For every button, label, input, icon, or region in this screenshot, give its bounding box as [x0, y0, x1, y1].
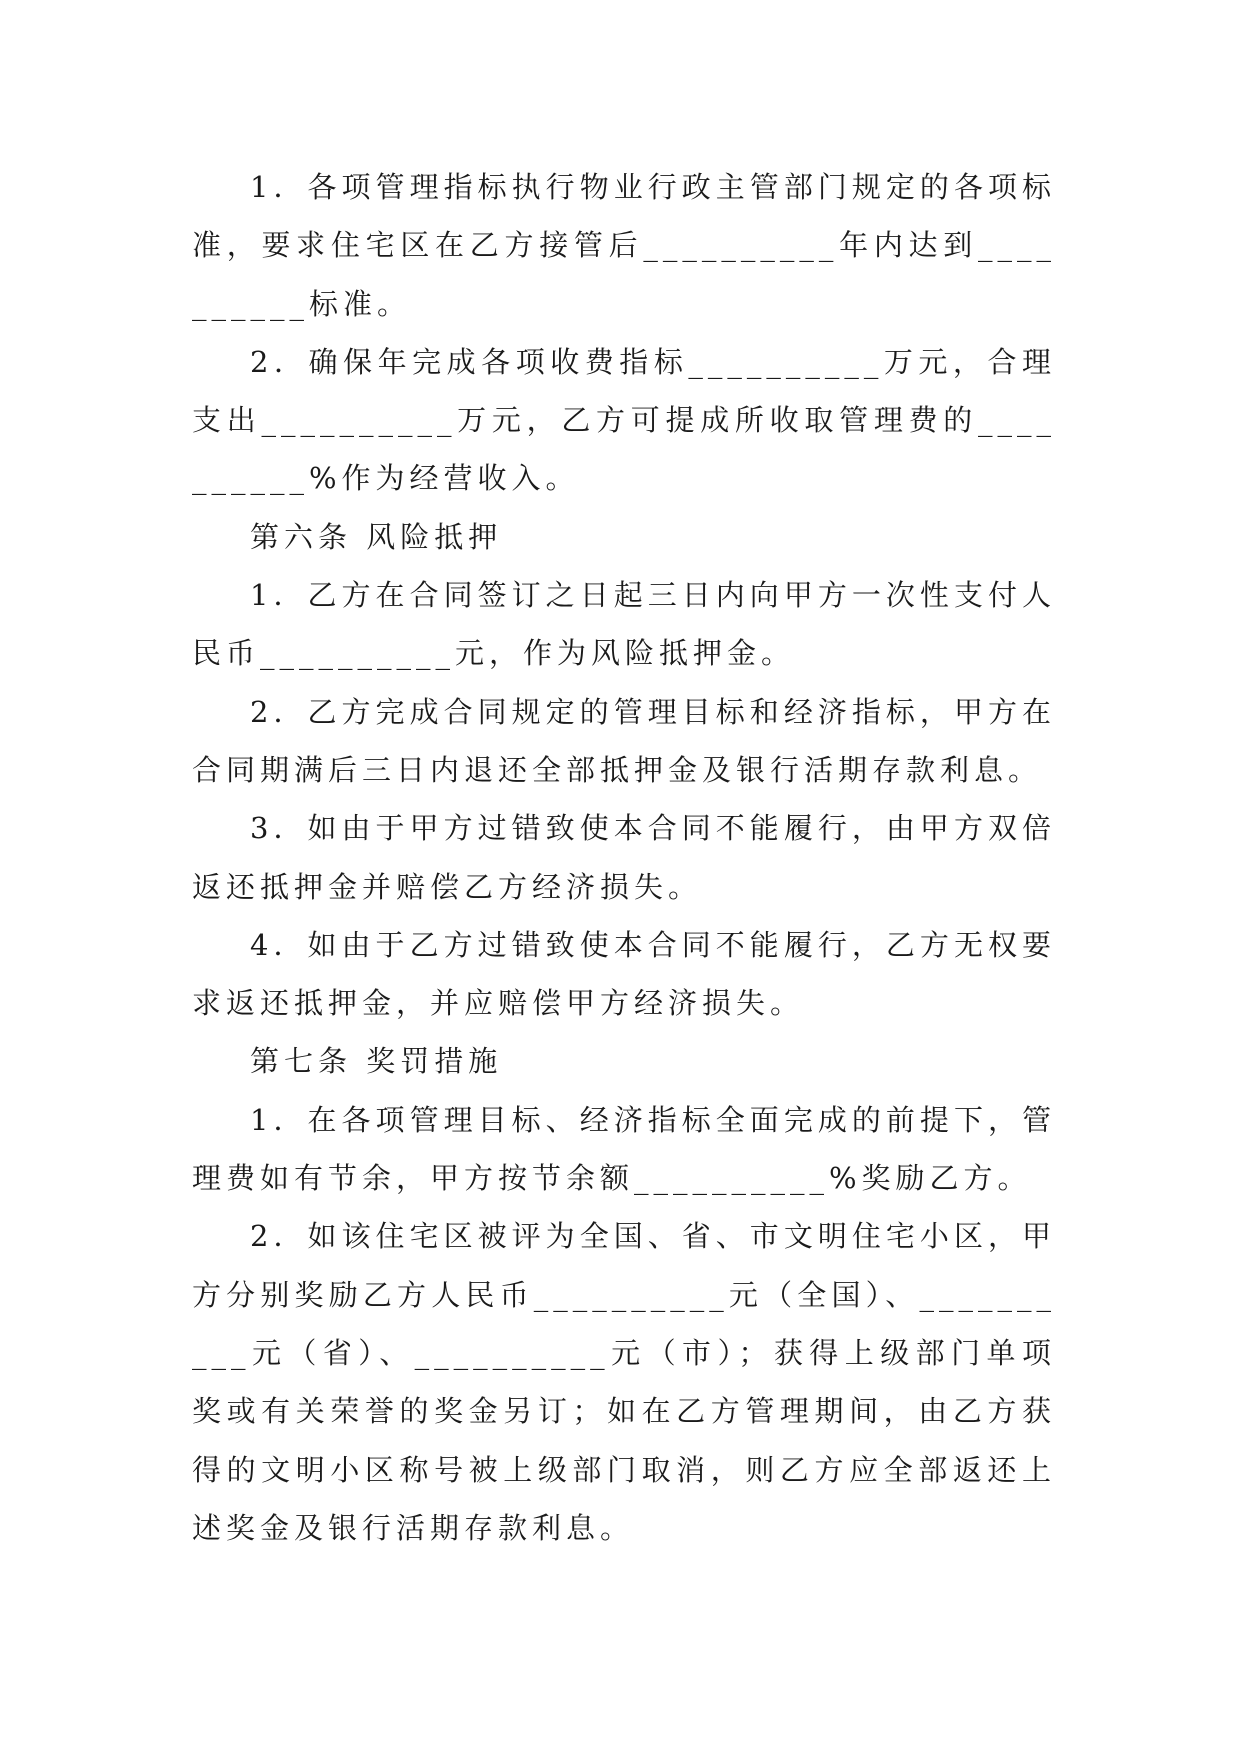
clause-5-item-2: 2．确保年完成各项收费指标__________万元，合理支出__________万元，乙方可提成所收取管理费的__________%作为经营收入。	[192, 344, 1056, 496]
clause-6-item-1: 1．乙方在合同签订之日起三日内向甲方一次性支付人民币__________元，作为风险抵押金。	[192, 578, 1056, 671]
document-body	[192, 158, 1056, 1557]
article-6-heading: 第六条 风险抵押	[250, 519, 503, 554]
clause-6-item-4: 4．如由于乙方过错致使本合同不能履行，乙方无权要求返还抵押金，并应赔偿甲方经济损失。	[192, 927, 1056, 1021]
clause-7-item-2: 2．如该住宅区被评为全国、省、市文明住宅小区，甲方分别奖励乙方人民币__________元（全国）、__________元（省）、__________元（市）；获得上级部门单项奖或有关荣誉的奖金另订；如在乙方管理期间，由乙方获得的文明小区称号被上级部门取消，则乙方应全部返还上述奖金及银行活期存款利息。	[192, 1219, 1056, 1545]
clause-6-item-3: 3．如由于甲方过错致使本合同不能履行，由甲方双倍返还抵押金并赔偿乙方经济损失。	[192, 811, 1056, 904]
clause-5-item-1: 1．各项管理指标执行物业行政主管部门规定的各项标准，要求住宅区在乙方接管后__________年内达到__________标准。	[192, 170, 1056, 321]
clause-6-item-2: 2．乙方完成合同规定的管理目标和经济指标，甲方在合同期满后三日内退还全部抵押金及银行活期存款利息。	[192, 694, 1056, 787]
clause-7-item-1: 1．在各项管理目标、经济指标全面完成的前提下，管理费如有节余，甲方按节余额__________%奖励乙方。	[192, 1102, 1056, 1196]
article-7-heading: 第七条 奖罚措施	[250, 1044, 503, 1079]
